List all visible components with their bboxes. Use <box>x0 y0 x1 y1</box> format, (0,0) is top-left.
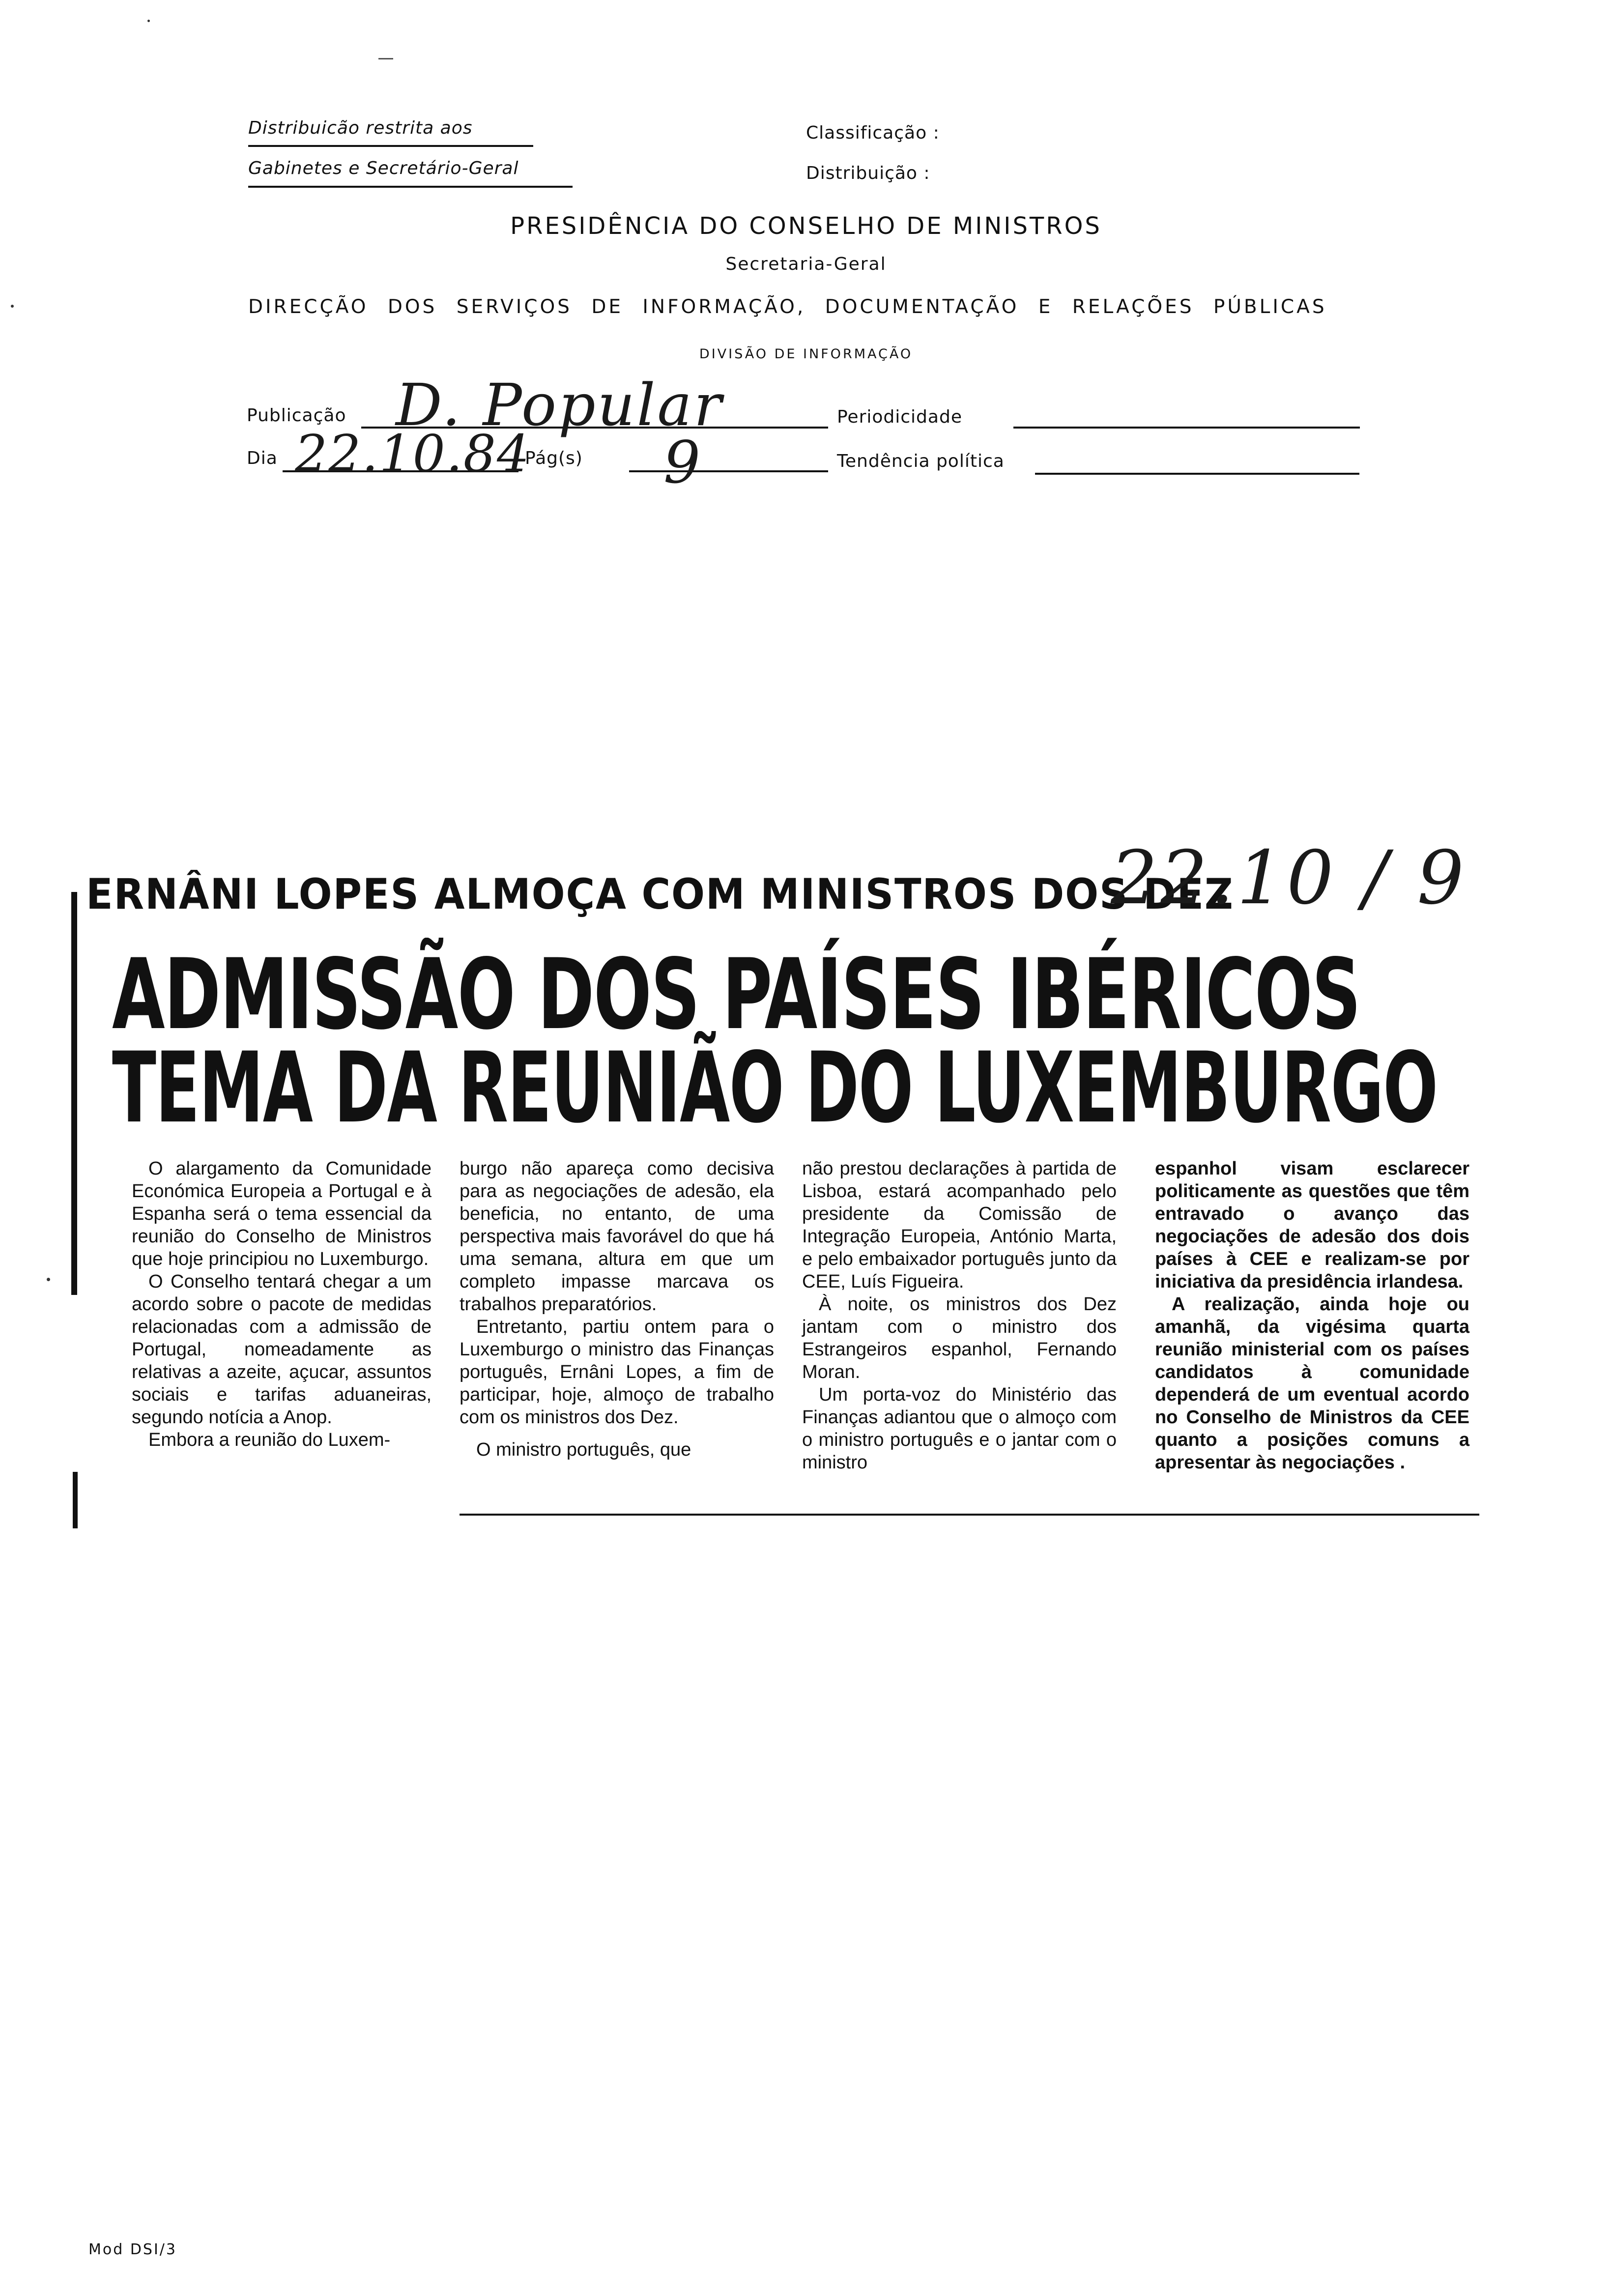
article-column-4 <box>1155 1157 1469 1474</box>
periodicidade-line <box>1013 427 1360 429</box>
periodicidade-label: Periodicidade <box>837 407 962 427</box>
article-column-3 <box>802 1157 1117 1474</box>
dia-handwritten-value: 22.10.84 <box>295 424 531 484</box>
article-kicker: ERNÂNI LOPES ALMOÇA COM MINISTROS DOS DEZ <box>86 870 1234 919</box>
handwritten-date-stamp: 22.10 / 9 <box>1111 835 1467 921</box>
form-model-code: Mod DSI/3 <box>88 2241 177 2258</box>
distribuicao-label: Distribuição : <box>806 163 930 183</box>
distribution-underline-1 <box>248 145 533 147</box>
scan-speck <box>47 1278 50 1281</box>
clipping-left-bar <box>71 892 77 1295</box>
clipping-left-mark <box>73 1472 78 1528</box>
dia-label: Dia <box>247 448 278 468</box>
divisao-heading: DIVISÃO DE INFORMAÇÃO <box>699 346 913 362</box>
article-column-1 <box>132 1157 432 1451</box>
publicacao-handwritten-value: D. Popular <box>396 371 724 439</box>
pags-handwritten-value: 9 <box>663 429 701 496</box>
article-paragraph: não prestou declarações à partida de Lisboa, estará acompanhado pelo presidente da Comissão de Integração Europeia, António Marta, e pelo embaixador português junto da CEE, Luís Figueira. <box>802 1158 1117 1292</box>
publicacao-label: Publicação <box>247 405 346 426</box>
article-paragraph: O Conselho tentará chegar a um acordo sobre o pacote de medidas relacionadas com a admissão de Portugal, nomeadamente as relativas a azeite, açucar, assuntos sociais e tarifas aduaneiras, segundo notícia a Anop. <box>132 1271 432 1428</box>
distribution-underline-2 <box>248 186 573 188</box>
article-headline-line-2: TEMA DA REUNIÃO DO LUXEMBURGO <box>112 1031 1438 1145</box>
secretaria-geral-heading: Secretaria-Geral <box>725 254 887 274</box>
article-paragraph: Embora a reunião do Luxem- <box>148 1430 391 1450</box>
article-paragraph: Um porta-voz do Ministério das Finanças adiantou que o almoço com o ministro português e o jantar com o ministro <box>802 1384 1117 1473</box>
pags-line <box>629 470 828 472</box>
tendencia-line <box>1035 473 1359 475</box>
article-bottom-rule <box>460 1514 1479 1516</box>
article-paragraph: O ministro português, que <box>476 1439 691 1460</box>
article-paragraph: À noite, os ministros dos Dez jantam com o ministro dos Estrangeiros espanhol, Fernando Moran. <box>802 1294 1117 1382</box>
article-paragraph: A realização, ainda hoje ou amanhã, da vigésima quarta reunião ministerial com os países candidatos à comunidade dependerá de um eventual acordo no Conselho de Ministros da CEE quanto a posições comuns a apresentar às negociações . <box>1155 1294 1469 1473</box>
article-headline-line-1: ADMISSÃO DOS PAÍSES IBÉRICOS <box>112 938 1360 1051</box>
presidencia-heading: PRESIDÊNCIA DO CONSELHO DE MINISTROS <box>510 212 1102 240</box>
article-paragraph: espanhol visam esclarecer politicamente as questões que têm entravado o avanço das negociações de adesão dos dois países à CEE e realizam-se por iniciativa da presidência irlandesa. <box>1155 1158 1469 1292</box>
scan-mark <box>378 58 393 59</box>
pags-label: Pág(s) <box>525 448 583 468</box>
article-paragraph: Entretanto, partiu ontem para o Luxemburgo o ministro das Finanças português, Ernâni Lopes, a fim de participar, hoje, almoço de trabalho com os ministros dos Dez. <box>460 1317 774 1428</box>
article-paragraph: O alargamento da Comunidade Económica Europeia a Portugal e à Espanha será o tema essencial da reunião do Conselho de Ministros que hoje principiou no Luxemburgo. <box>132 1158 432 1269</box>
distribution-line-1: Distribuicão restrita aos <box>248 118 473 138</box>
scan-speck <box>11 305 14 308</box>
scan-speck <box>147 20 150 22</box>
classificacao-label: Classificação : <box>806 123 940 143</box>
article-column-2 <box>460 1157 774 1461</box>
distribution-line-2: Gabinetes e Secretário-Geral <box>248 158 519 178</box>
article-paragraph: burgo não apareça como decisiva para as negociações de adesão, ela beneficia, no entanto, de uma perspectiva mais favorável do que há uma semana, altura em que um completo impasse marcava os trabalhos preparatórios. <box>460 1158 774 1315</box>
tendencia-label: Tendência política <box>837 451 1005 471</box>
direccao-heading: DIRECÇÃO DOS SERVIÇOS DE INFORMAÇÃO, DOCUMENTAÇÃO E RELAÇÕES PÚBLICAS <box>248 296 1327 318</box>
